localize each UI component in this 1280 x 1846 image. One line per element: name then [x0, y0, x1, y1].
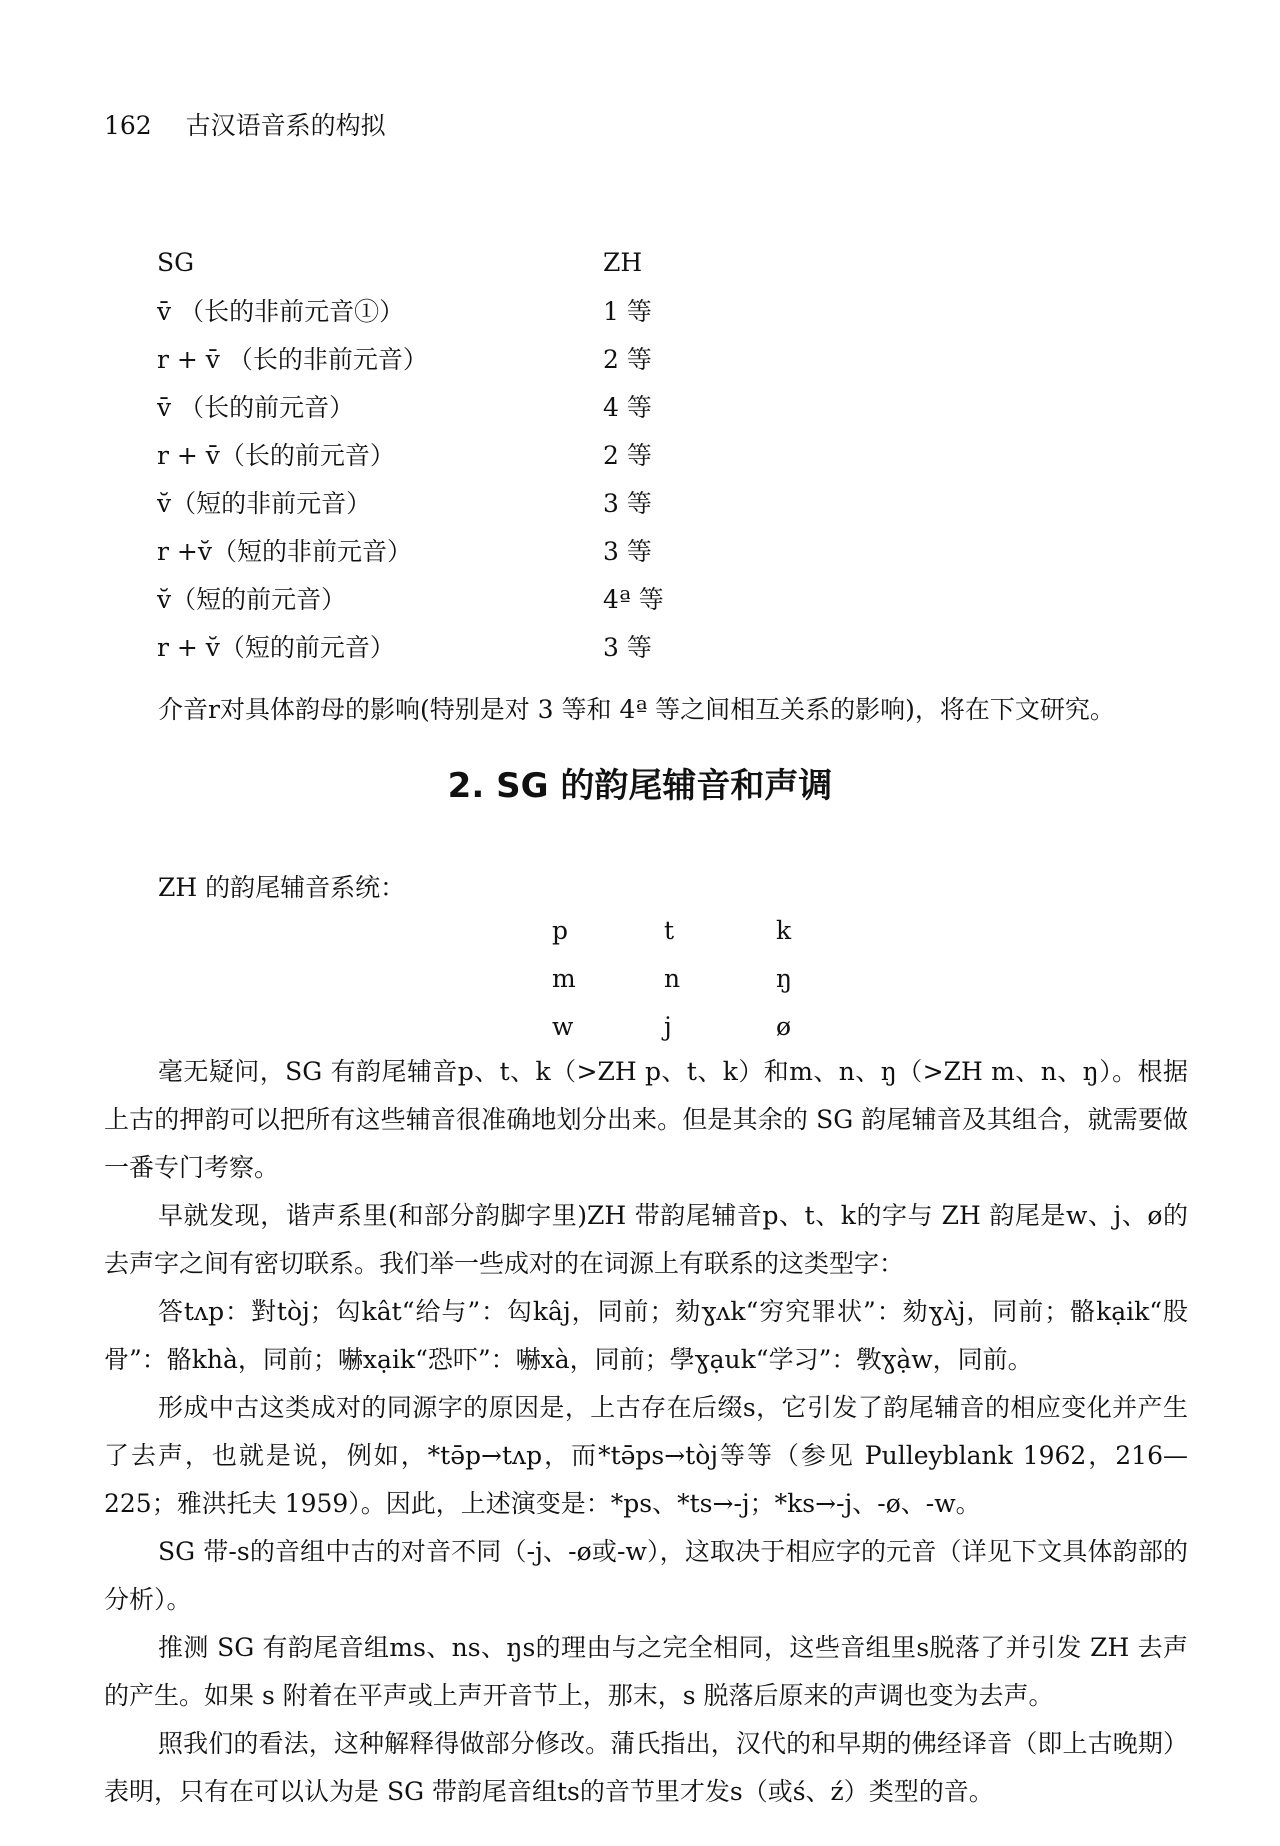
table-row [157, 622, 664, 670]
correspondence-header-row [157, 238, 664, 286]
grid-row [552, 954, 888, 1002]
book-title: 古汉语音系的构拟 [185, 111, 386, 140]
grid-cell: t [664, 915, 675, 945]
table-row [157, 526, 664, 574]
sg-cell: r + v̆（短的前元音） [157, 633, 395, 662]
paragraph: 推测 SG 有韵尾音组ms、ns、ŋs的理由与之完全相同，这些音组里s脱落了并引发 ZH 去声的产生。如果 s 附着在平声或上声开音节上，那末，s 脱落后原来的声调也变为去声。 [104, 1633, 1188, 1710]
table-row [157, 334, 664, 382]
paragraph: 早就发现，谐声系里(和部分韵脚字里)ZH 带韵尾辅音p、t、k的字与 ZH 韵尾是w、j、ø的去声字之间有密切联系。我们举一些成对的在词源上有联系的这类型字： [104, 1201, 1188, 1278]
page-number: 162 [104, 111, 152, 140]
running-header [104, 106, 386, 142]
column-header-zh: ZH [603, 247, 643, 277]
section-heading: 2. SG 的韵尾辅音和声调 [447, 766, 833, 806]
consonant-grid [552, 906, 888, 1050]
medial-note: 介音r对具体韵母的影响(特别是对 3 等和 4ª 等之间相互关系的影响)，将在下文研究。 [158, 695, 1115, 724]
paragraph: 答tʌp：對tòj；匃kât“给与”：匃kâj，同前；劾ɣʌk“穷究罪状”：劾ɣʌ̀j，同前；骼kạik“股骨”：骼khà，同前；嚇xạik“恐吓”：嚇xà，同前；學ɣạuk“学习”：斆ɣạ̀w，同前。 [104, 1297, 1188, 1374]
sg-cell: r +v̆（短的非前元音） [157, 537, 412, 566]
sg-cell: r + v̄ （长的非前元音） [157, 345, 428, 374]
zh-cell: 2 等 [603, 345, 652, 374]
grid-row [552, 1002, 888, 1050]
zh-cell: 3 等 [603, 489, 652, 518]
grid-cell: m [552, 963, 576, 993]
paragraph: 形成中古这类成对的同源字的原因是，上古存在后缀s，它引发了韵尾辅音的相应变化并产生了去声，也就是说，例如，*tə̄p→tʌp，而*tə̄ps→tòj等等（参见 Pulleyblank 1962，216—225；雅洪托夫 1959）。因此，上述演变是：*ps、*ts→-j；*ks→-j、-ø、-w。 [104, 1393, 1188, 1518]
table-row [157, 382, 664, 430]
grid-cell: w [552, 1011, 574, 1041]
body-text [104, 1048, 1188, 1816]
zh-cell: 4ª 等 [603, 585, 664, 614]
column-header-sg: SG [157, 247, 195, 277]
grid-cell: j [664, 1011, 672, 1041]
grid-cell: k [776, 915, 792, 945]
table-row [157, 478, 664, 526]
paragraph: SG 带-s的音组中古的对音不同（-j、-ø或-w），这取决于相应字的元音（详见下文具体韵部的分析）。 [104, 1537, 1188, 1614]
zh-cell: 2 等 [603, 441, 652, 470]
zh-cell: 3 等 [603, 537, 652, 566]
paragraph: 毫无疑问，SG 有韵尾辅音p、t、k（>ZH p、t、k）和m、n、ŋ（>ZH m、n、ŋ）。根据上古的押韵可以把所有这些辅音很准确地划分出来。但是其余的 SG 韵尾辅音及其组合，就需要做一番专门考察。 [104, 1057, 1188, 1182]
grid-cell: p [552, 915, 569, 945]
zh-cell: 4 等 [603, 393, 652, 422]
sg-cell: v̆（短的非前元音） [157, 489, 372, 518]
zh-cell: 3 等 [603, 633, 652, 662]
grid-row [552, 906, 888, 954]
table-row [157, 574, 664, 622]
sg-cell: v̄ （长的前元音） [157, 393, 355, 422]
sg-cell: v̄ （长的非前元音①） [157, 297, 405, 326]
table-row [157, 430, 664, 478]
grid-cell: ŋ [776, 963, 793, 993]
table-row [157, 286, 664, 334]
correspondence-table [157, 238, 664, 670]
grid-cell: n [664, 963, 681, 993]
sg-cell: v̆（短的前元音） [157, 585, 347, 614]
sg-cell: r + v̄（长的前元音） [157, 441, 395, 470]
zh-cell: 1 等 [603, 297, 652, 326]
zh-system-label: ZH 的韵尾辅音系统： [158, 873, 406, 902]
paragraph: 照我们的看法，这种解释得做部分修改。蒲氏指出，汉代的和早期的佛经译音（即上古晚期）表明，只有在可以认为是 SG 带韵尾音组ts的音节里才发s（或ś、ź）类型的音。 [104, 1729, 1188, 1806]
grid-cell: ø [776, 1011, 792, 1041]
